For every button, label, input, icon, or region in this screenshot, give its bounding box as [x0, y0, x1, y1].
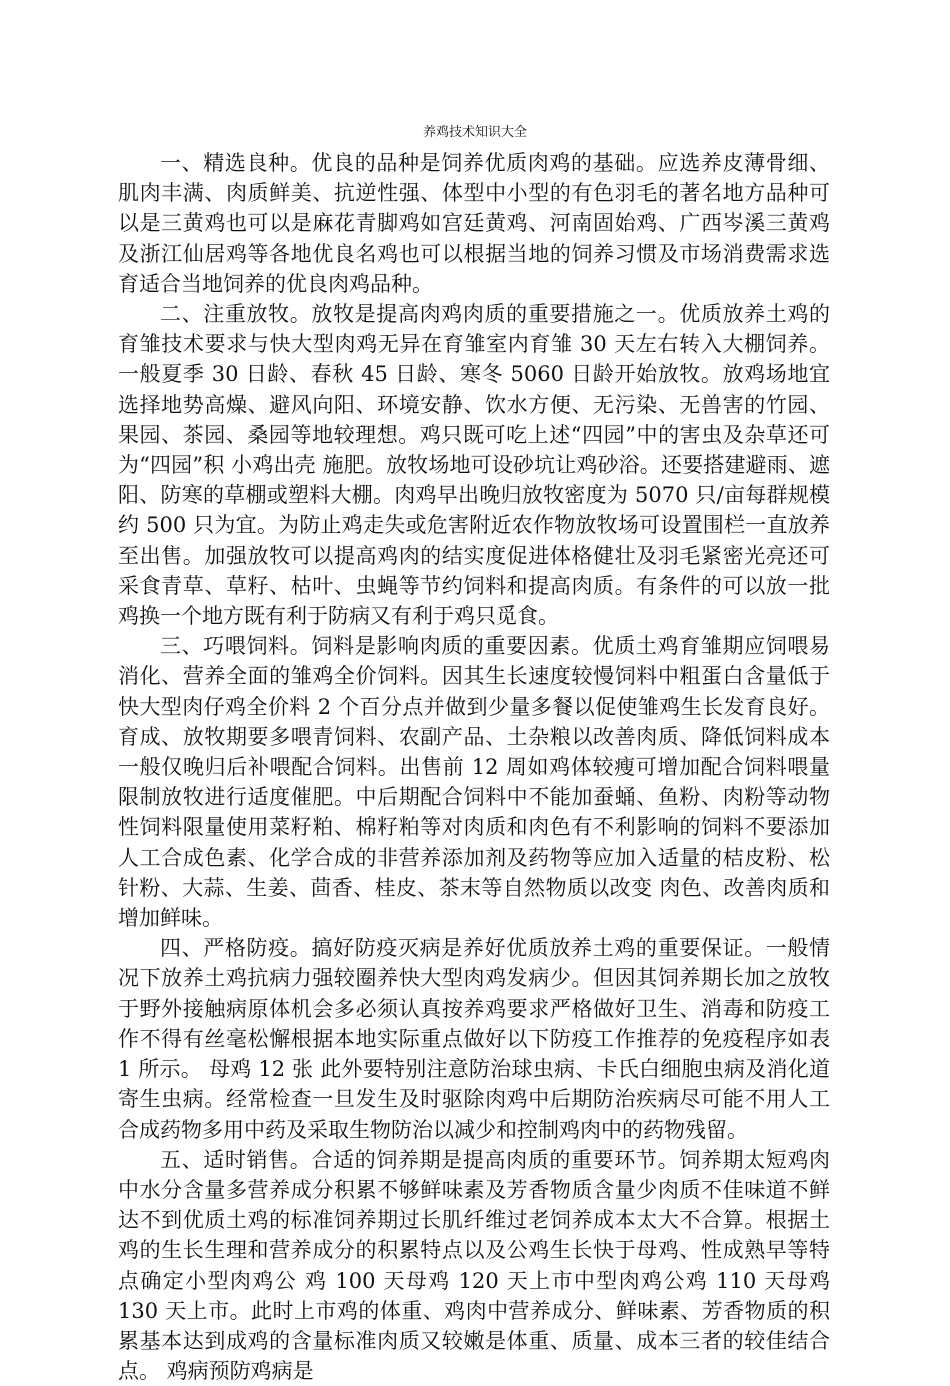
document-body: [118, 148, 830, 1386]
document-title: 养鸡技术知识大全: [422, 125, 527, 140]
paragraph-grazing: 二、注重放牧。放牧是提高肉鸡肉质的重要措施之一。优质放养土鸡的育雏技术要求与快大型肉鸡无异在育雏室内育雏 30 天左右转入大棚饲养。一般夏季 30 日龄、春秋 45 日龄、寒冬 5060 日龄开始放牧。放鸡场地宜选择地势高燥、避风向阳、环境安静、饮水方便、无污染、无兽害的竹园、果园、茶园、桑园等地较理想。鸡只既可吃上述“四园”中的害虫及杂草还可为“四园”积 小鸡出壳 施肥。放牧场地可设砂坑让鸡砂浴。还要搭建避雨、遮阳、防寒的草棚或塑料大棚。肉鸡早出晚归放牧密度为 5070 只/亩每群规模约 500 只为宜。为防止鸡走失或危害附近农作物放牧场可设置围栏一直放养至出售。加强放牧可以提高鸡肉的结实度促进体格健壮及羽毛紧密光亮还可采食青草、草籽、枯叶、虫蝇等节约饲料和提高肉质。有条件的可以放一批鸡换一个地方既有利于防病又有利于鸡只觅食。: [118, 302, 830, 629]
paragraph-epidemic-prevention: 四、严格防疫。搞好防疫灭病是养好优质放养土鸡的重要保证。一般情况下放养土鸡抗病力强较圈养快大型肉鸡发病少。但因其饲养期长加之放牧于野外接触病原体机会多必须认真按养鸡要求严格做好卫生、消毒和防疫工作不得有丝毫松懈根据本地实际重点做好以下防疫工作推荐的免疫程序如表 1 所示。 母鸡 12 张 此外要特别注意防治球虫病、卡氏白细胞虫病及消化道寄生虫病。经常检查一旦发生及时驱除肉鸡中后期防治疾病尽可能不用人工合成药物多用中药及采取生物防治以减少和控制鸡肉中的药物残留。: [118, 936, 830, 1142]
paragraph-timely-sale: 五、适时销售。合适的饲养期是提高肉质的重要环节。饲养期太短鸡肉中水分含量多营养成分积累不够鲜味素及芳香物质含量少肉质不佳味道不鲜达不到优质土鸡的标准饲养期过长肌纤维过老饲养成本太大不合算。根据土鸡的生长生理和营养成分的积累特点以及公鸡生长快于母鸡、性成熟早等特点确定小型肉鸡公 鸡 100 天母鸡 120 天上市中型肉鸡公鸡 110 天母鸡 130 天上市。此时上市鸡的体重、鸡肉中营养成分、鲜味素、芳香物质的积累基本达到成鸡的含量标准肉质又较嫩是体重、质量、成本三者的较佳结合点。 鸡病预防鸡病是: [118, 1147, 830, 1384]
paragraph-breed-selection: 一、精选良种。优良的品种是饲养优质肉鸡的基础。应选养皮薄骨细、肌肉丰满、肉质鲜美、抗逆性强、体型中小型的有色羽毛的著名地方品种可以是三黄鸡也可以是麻花青脚鸡如宫廷黄鸡、河南固始鸡、广西岑溪三黄鸡及浙江仙居鸡等各地优良名鸡也可以根据当地的饲养习惯及市场消费需求选育适合当地饲养的优良肉鸡品种。: [118, 151, 830, 296]
paragraph-feeding: 三、巧喂饲料。饲料是影响肉质的重要因素。优质土鸡育雏期应饲喂易消化、营养全面的雏鸡全价饲料。因其生长速度较慢饲料中粗蛋白含量低于快大型肉仔鸡全价料 2 个百分点并做到少量多餐以促使雏鸡生长发育良好。育成、放牧期要多喂青饲料、农副产品、土杂粮以改善肉质、降低饲料成本一般仅晚归后补喂配合饲料。出售前 12 周如鸡体较瘦可增加配合饲料喂量限制放牧进行适度催肥。中后期配合饲料中不能加蚕蛹、鱼粉、肉粉等动物性饲料限量使用菜籽粕、棉籽粕等对肉质和肉色有不利影响的饲料不要添加人工合成色素、化学合成的非营养添加剂及药物等应加入适量的桔皮粉、松针粉、大蒜、生姜、茴香、桂皮、茶末等自然物质以改变 肉色、改善肉质和增加鲜味。: [118, 634, 830, 931]
